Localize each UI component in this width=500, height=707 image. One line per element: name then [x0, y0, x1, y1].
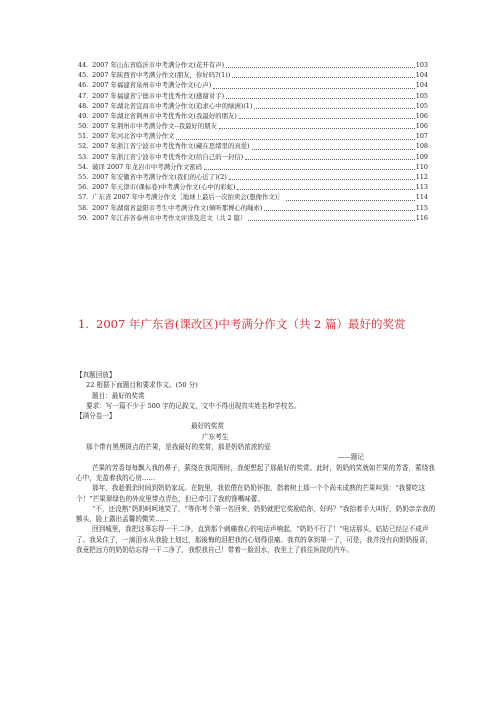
toc-entry-page: 104	[415, 71, 428, 80]
toc-entry[interactable]	[78, 121, 428, 131]
toc-entry-title: 2007 年湖北省宜昌市中考满分作文(追求心中的绿洲)(1)	[92, 101, 253, 110]
toc-entry-number: 59.	[78, 213, 89, 222]
toc-entry-number: 48.	[78, 101, 89, 110]
toc-entry[interactable]	[78, 80, 428, 90]
toc-leader-dots	[237, 189, 414, 190]
toc-entry-number: 45.	[78, 71, 89, 80]
toc-entry-title: 2007 年荆州市中考满分作文--我最好的朋友	[92, 122, 218, 131]
toc-entry[interactable]	[78, 91, 428, 101]
section-title: 2007 年广东省(课改区)中考满分作文（共 2 篇）最好的奖赏	[96, 317, 406, 331]
toc-entry[interactable]	[78, 70, 428, 80]
toc-entry-number: 46.	[78, 81, 89, 90]
toc-entry-number: 57.	[78, 193, 89, 202]
toc-entry-number: 58.	[78, 203, 89, 212]
essay-title: 最好的奖赏	[191, 422, 224, 431]
toc-entry-number: 52.	[78, 142, 89, 151]
question-topic: 题目：最好的奖赏	[92, 391, 145, 400]
toc-entry[interactable]	[78, 213, 428, 223]
toc-entry[interactable]	[78, 111, 428, 121]
toc-entry-number: 49.	[78, 111, 89, 120]
toc-leader-dots	[176, 139, 414, 140]
paragraph: 芒果的芳香每每飘入我的鼻子，萦绕在我周围时，我便想起了那最好的奖赏。此时，奶奶的笑就如芒果的芳香，萦绕我心中，充盈着我的心房……	[76, 463, 435, 482]
table-of-contents	[78, 60, 428, 223]
toc-entry-page: 108	[415, 142, 428, 151]
toc-leader-dots	[254, 108, 414, 109]
section-heading	[78, 316, 406, 332]
toc-entry-page: 112	[415, 173, 428, 182]
toc-entry-number: 50.	[78, 122, 89, 131]
toc-entry-title: 广东省 2007 年中考满分作文［地球上最后一次拍卖会(想像作文)］	[92, 193, 284, 202]
toc-entry-page: 105	[415, 101, 428, 110]
toc-entry[interactable]	[78, 152, 428, 162]
toc-entry-title: 2007 年福建省宁德市中考优秀作文(感谢对手)	[92, 91, 225, 100]
toc-entry-title: 2007 年天津市(课标卷)中考满分作文(心中的彩虹)	[92, 183, 236, 192]
toc-entry[interactable]	[78, 162, 428, 172]
toc-entry-title: 2007 年安徽省中考满分作文(我们的心近了)(2)	[92, 173, 227, 182]
toc-leader-dots	[204, 169, 415, 170]
paragraph: “不，还没熟”奶奶呵呵地笑了，“等你考个第一名回来，奶奶就把它奖励给你，好吗？”我抬着手大叫好，奶奶亲亲我的额头，脸上露出孟馨的微笑……	[76, 504, 436, 524]
toc-entry-page: 107	[415, 132, 428, 141]
toc-entry-page: 113	[415, 183, 428, 192]
toc-entry-title: 破译 2007 年龙岩市中考满分作文密码	[92, 162, 202, 171]
toc-entry-number: 51.	[78, 132, 89, 141]
toc-leader-dots	[248, 220, 414, 221]
toc-entry-number: 47.	[78, 91, 89, 100]
toc-entry-title: 2007 年浙江省宁波市中考优秀作文(给自己的一封信)	[92, 152, 244, 161]
essay-author: 广东考生	[202, 432, 229, 441]
toc-entry[interactable]	[78, 182, 428, 192]
toc-entry-title: 2007 年山东省临沂市中考满分作文(花开有声)	[92, 60, 225, 69]
toc-entry-number: 44.	[78, 60, 89, 69]
toc-entry-page: 115	[415, 203, 428, 212]
toc-entry[interactable]	[78, 101, 428, 111]
toc-entry-page: 105	[415, 91, 428, 100]
toc-entry-title: 2007 年湖南省益阳市考生中考满分作文(倾听那博心的绳索)	[92, 203, 263, 212]
epigraph-attribution: ——题记	[337, 453, 364, 462]
toc-leader-dots	[226, 67, 415, 68]
toc-entry[interactable]	[78, 131, 428, 141]
toc-entry-page: 104	[415, 81, 428, 90]
toc-entry-number: 54.	[78, 162, 89, 171]
epigraph: 那个带有黑黑斑点的芒果，是我最好的奖赏，那是奶奶浓浓的爱	[86, 443, 271, 452]
toc-leader-dots	[264, 210, 414, 211]
toc-entry-page: 109	[415, 152, 428, 161]
toc-entry-number: 53.	[78, 152, 89, 161]
toc-entry-number: 56.	[78, 183, 89, 192]
paragraph: 回到城里，我把这事忘得一干二净，直到那个刺痛我心的电话声响起，“奶奶不行了！”电话那头，姑姑已经泣不成声了。我呆住了，一滴泪水从我脸上划过，那後悔的泪把我的心划得很痛。我真的拿到第一了，可是，我并没有向奶奶报喜，我竟把远方的奶奶给忘得一干二净了，我恨我自己！带着一脸泪水，我坐上了前往医院的汽车。	[76, 525, 433, 555]
question-instruction: 22 根据下面题目和要求作文。(50 分)	[86, 381, 198, 390]
toc-entry-page: 103	[415, 60, 428, 69]
toc-leader-dots	[219, 128, 415, 129]
full-score-label: 【满分卷一】	[76, 412, 116, 421]
toc-entry-title: 2007 年河北省中考满分作文	[92, 132, 175, 141]
toc-entry-title: 2007 年浙江省宁波市中考优秀作文(藏在思绪里的真爱)	[92, 142, 250, 151]
toc-entry[interactable]	[78, 203, 428, 213]
toc-leader-dots	[252, 149, 415, 150]
toc-leader-dots	[245, 159, 415, 160]
toc-entry-page: 110	[415, 162, 428, 171]
toc-entry[interactable]	[78, 172, 428, 182]
section-number: 1.	[78, 317, 89, 331]
toc-entry[interactable]	[78, 142, 428, 152]
toc-entry-page: 106	[415, 122, 428, 131]
essay-body	[76, 370, 436, 555]
question-requirement: 要求：写一篇不少于 500 字的记叙文，文中不得出现真实姓名和学校名。	[86, 401, 301, 410]
toc-leader-dots	[232, 77, 415, 78]
toc-entry-title: 2007 年江苏省泰州市中考作文评讲及范文（共 2 篇）	[92, 213, 247, 222]
toc-leader-dots	[286, 200, 415, 201]
toc-entry-number: 55.	[78, 173, 89, 182]
toc-entry-page: 116	[415, 213, 428, 222]
toc-leader-dots	[229, 179, 415, 180]
toc-leader-dots	[226, 98, 415, 99]
toc-entry-page: 114	[415, 193, 428, 202]
paragraph: 那年，我趁假余时间到奶奶家玩。在院里，我依偎在奶奶怀抱，指着树上那一个个尚未成熟的芒果叫到：“我要吃这个！”芒果翠绿色的外皮里带点青色，但已牵引了我的馋嘴味蕾。	[76, 484, 426, 503]
toc-leader-dots	[239, 118, 415, 119]
toc-entry-title: 2007 年福建省泉州市中考满分作文(心声)	[92, 81, 212, 90]
toc-entry[interactable]	[78, 60, 428, 70]
toc-entry[interactable]	[78, 192, 428, 202]
toc-leader-dots	[213, 88, 414, 89]
toc-entry-title: 2007 年湖北省荆州市中考优秀作文(我最好的朋友)	[92, 111, 237, 120]
toc-entry-page: 106	[415, 111, 428, 120]
toc-entry-title: 2007 年陕西省中考满分作文(朋友，你好吗?(1))	[92, 71, 231, 80]
real-question-label: 【真题回放】	[76, 371, 116, 379]
